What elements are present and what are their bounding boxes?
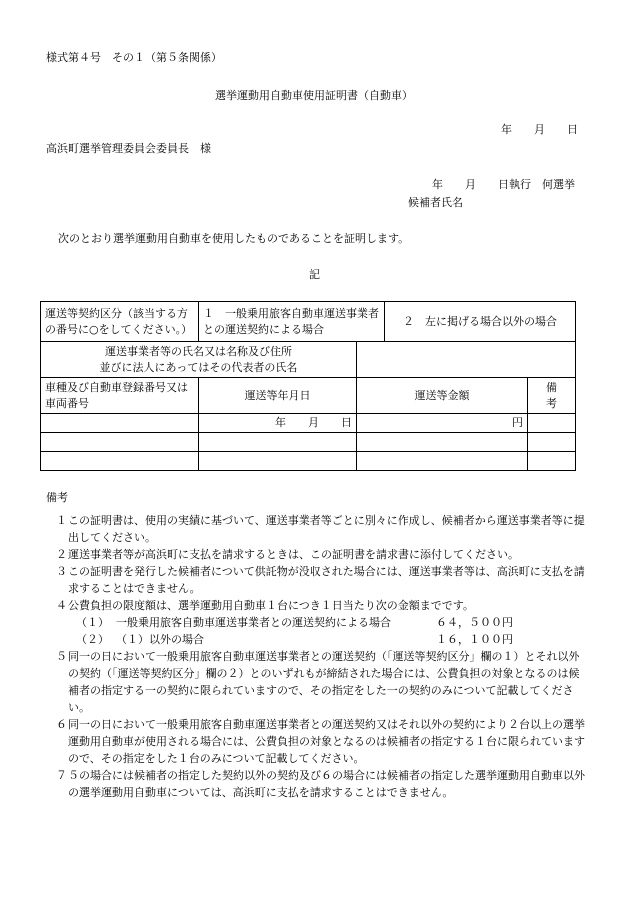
notes-section xyxy=(46,490,586,801)
note-item: ７ ５の場合には候補者の指定した契約以外の契約及び６の場合には候補者の指定した選挙運動用自動車以外の選挙運動用自動車については、高浜町に支払を請求することはできません。 xyxy=(56,768,585,799)
note-item: ２ 運送事業者等が高浜町に支払を請求するときは、この証明書を請求書に添付してください。 xyxy=(56,547,519,561)
operator-label xyxy=(41,342,357,378)
notes-heading: 備考 xyxy=(46,491,68,504)
certification-statement: 次のとおり選挙運動用自動車を使用したものであることを証明します。 xyxy=(58,232,410,245)
note-item: ４ 公費負担の限度額は、選挙運動用自動車１台につき１日当たり次の金額までです。 xyxy=(56,598,474,612)
col-vehicle-header: 車種及び自動車登録番号又は車両番号 xyxy=(41,378,199,414)
notes-cell[interactable] xyxy=(528,452,576,471)
vehicle-cell[interactable] xyxy=(41,414,199,433)
notes-cell[interactable] xyxy=(528,414,576,433)
col-notes-header: 備 考 xyxy=(528,378,576,414)
contract-option-1[interactable]: １ 一般乗用旅客自動車運送事業者との運送契約による場合 xyxy=(199,302,385,342)
col-amount-header: 運送等金額 xyxy=(357,378,528,414)
limit-sub-item: （２） （１）以外の場合 １６，１００円 xyxy=(76,632,513,646)
date-cell[interactable] xyxy=(199,433,357,452)
date-cell[interactable] xyxy=(199,452,357,471)
vehicle-cell[interactable] xyxy=(41,452,199,471)
note-item: ５ 同一の日において一般乗用旅客自動車運送事業者との運送契約（「運送等契約区分」欄の１）とそれ以外の契約（「運送等契約区分」欄の２）とのいずれもが締結された場合には、公費負担の対象となるのは候補者の指定する一の契約に限られていますので、その指定をした一の契約のみについて記載してください。 xyxy=(56,649,580,714)
vehicle-cell[interactable] xyxy=(41,433,199,452)
amount-cell[interactable] xyxy=(357,452,528,471)
amount-cell[interactable]: 円 xyxy=(357,414,528,433)
note-item: ３ この証明書を発行した候補者について供託物が没収された場合には、運送事業者等は、高浜町に支払を請求することはできません。 xyxy=(56,564,585,595)
operator-input-cell[interactable] xyxy=(357,342,576,378)
election-line: 年 月 日執行 何選挙 xyxy=(432,178,575,191)
form-number: 様式第４号 その１（第５条関係） xyxy=(46,51,222,64)
ki-mark: 記 xyxy=(309,268,320,281)
contract-option-2[interactable]: ２ 左に掲げる場合以外の場合 xyxy=(385,302,576,342)
operator-label-line-1: 運送事業者等の氏名又は名称及び住所 xyxy=(105,344,292,358)
operator-label-line-2: 並びに法人にあってはその代表者の氏名 xyxy=(99,360,298,374)
notes-cell[interactable] xyxy=(528,433,576,452)
date-line: 年 月 日 xyxy=(501,123,578,136)
addressee: 高浜町選挙管理委員会委員長 様 xyxy=(46,142,211,155)
document-title: 選挙運動用自動車使用証明書（自動車） xyxy=(215,89,413,102)
limit-sub-item: （１） 一般乗用旅客自動車運送事業者との運送契約による場合 ６４，５００円 xyxy=(76,615,513,629)
col-date-header: 運送等年月日 xyxy=(199,378,357,414)
candidate-label: 候補者氏名 xyxy=(408,196,463,209)
amount-cell[interactable] xyxy=(357,433,528,452)
date-cell[interactable]: 年 月 日 xyxy=(199,414,357,433)
vehicle-usage-table xyxy=(40,301,579,471)
note-item: ６ 同一の日において一般乗用旅客自動車運送事業者との運送契約又はそれ以外の契約により２台以上の選挙運動用自動車が使用される場合には、公費負担の対象となるのは候補者の指定する１台に限られていますので、その指定をした１台のみについて記載してください。 xyxy=(56,717,585,765)
note-item: １ この証明書は、使用の実績に基づいて、運送事業者等ごとに別々に作成し、候補者から運送事業者等に提出してください。 xyxy=(56,513,585,544)
contract-label: 運送等契約区分（該当する方の番号に○をしてください。） xyxy=(41,302,199,342)
